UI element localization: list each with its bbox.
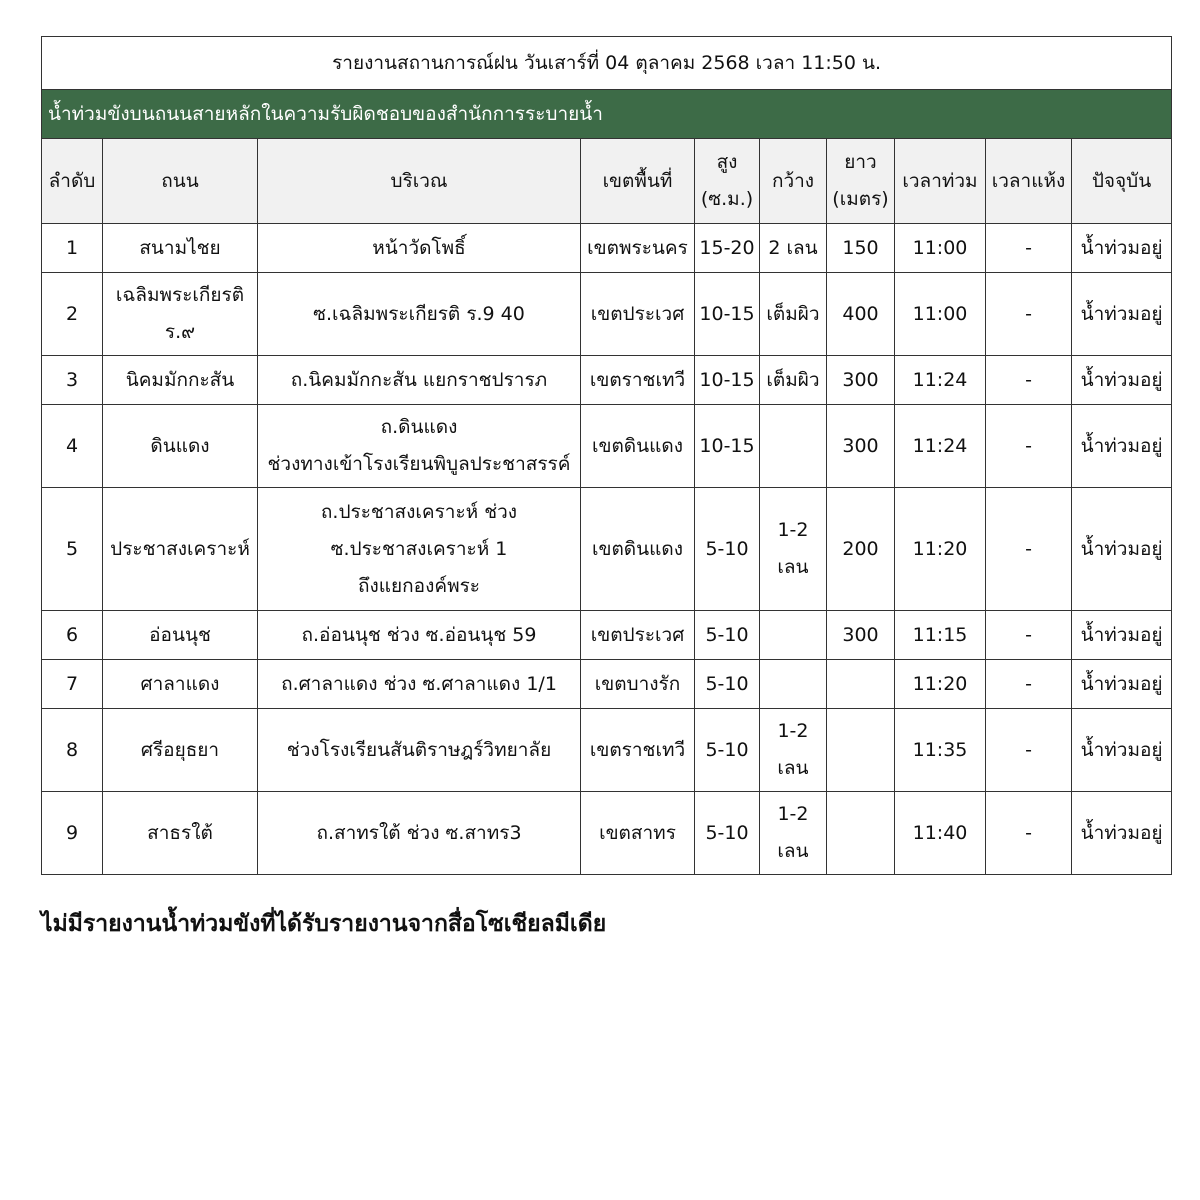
district-cell: เขตสาทร xyxy=(581,792,695,875)
district-cell: เขตดินแดง xyxy=(581,405,695,488)
row-number-cell: 8 xyxy=(42,709,103,792)
height-cell: 5-10 xyxy=(695,660,760,709)
road-cell xyxy=(103,611,258,660)
dry-time-cell: - xyxy=(986,611,1072,660)
area-cell xyxy=(258,224,581,273)
height-cell: 10-15 xyxy=(695,405,760,488)
area-cell xyxy=(258,611,581,660)
dry-time-cell: - xyxy=(986,709,1072,792)
width-cell xyxy=(760,611,827,660)
area-cell xyxy=(258,792,581,875)
length-cell: 400 xyxy=(827,273,895,356)
height-cell: 5-10 xyxy=(695,792,760,875)
area-cell-line: ซ.เฉลิมพระเกียรติ ร.9 40 xyxy=(313,302,525,325)
district-cell: เขตราชเทวี xyxy=(581,709,695,792)
status-cell: น้ำท่วมอยู่ xyxy=(1072,224,1172,273)
length-cell: 150 xyxy=(827,224,895,273)
row-number-cell: 6 xyxy=(42,611,103,660)
area-cell-line: ถึงแยกองค์พระ xyxy=(358,574,480,597)
length-cell xyxy=(827,660,895,709)
width-cell xyxy=(760,660,827,709)
width-cell-line: เลน xyxy=(777,556,809,578)
table-header-row xyxy=(42,139,1172,224)
column-header-status: ปัจจุบัน xyxy=(1072,139,1172,224)
road-cell xyxy=(103,709,258,792)
length-cell xyxy=(827,792,895,875)
column-header-district: เขตพื้นที่ xyxy=(581,139,695,224)
flood-time-cell: 11:24 xyxy=(895,405,986,488)
row-number-cell: 4 xyxy=(42,405,103,488)
flood-report-table xyxy=(41,36,1172,875)
height-cell: 5-10 xyxy=(695,488,760,611)
column-header-dry-time: เวลาแห้ง xyxy=(986,139,1072,224)
column-header-length-label: ยาว xyxy=(844,151,877,173)
social-media-note: ไม่มีรายงานน้ำท่วมขังที่ได้รับรายงานจากสื่อโซเชียลมีเดีย xyxy=(41,911,607,937)
status-cell: น้ำท่วมอยู่ xyxy=(1072,405,1172,488)
dry-time-cell: - xyxy=(986,488,1072,611)
flood-time-cell: 11:00 xyxy=(895,224,986,273)
table-row xyxy=(42,224,1172,273)
flood-time-cell: 11:20 xyxy=(895,660,986,709)
area-cell-line: ช่วงโรงเรียนสันติราษฎร์วิทยาลัย xyxy=(286,738,552,761)
height-cell: 5-10 xyxy=(695,611,760,660)
road-cell-line: เฉลิมพระเกียรติ xyxy=(115,284,245,306)
table-row xyxy=(42,792,1172,875)
area-cell xyxy=(258,273,581,356)
road-cell-line: นิคมมักกะสัน xyxy=(125,368,235,391)
column-header-road: ถนน xyxy=(103,139,258,224)
width-cell xyxy=(760,405,827,488)
width-cell-line: เลน xyxy=(777,757,809,779)
flood-time-cell: 11:20 xyxy=(895,488,986,611)
report-rows xyxy=(42,224,1172,875)
road-cell-line: ร.๙ xyxy=(164,321,196,343)
column-header-height-unit: (ซ.ม.) xyxy=(700,188,754,210)
section-title: น้ำท่วมขังบนถนนสายหลักในความรับผิดชอบของสำนักการระบายน้ำ xyxy=(42,90,1172,139)
width-cell xyxy=(760,356,827,405)
road-cell-line: ศาลาแดง xyxy=(140,672,220,695)
column-header-flood-time: เวลาท่วม xyxy=(895,139,986,224)
column-header-length-unit: (เมตร) xyxy=(832,188,889,210)
area-cell-line: ซ.ประชาสงเคราะห์ 1 xyxy=(330,537,508,560)
table-row xyxy=(42,488,1172,611)
height-cell: 5-10 xyxy=(695,709,760,792)
height-cell: 10-15 xyxy=(695,273,760,356)
flood-time-cell: 11:00 xyxy=(895,273,986,356)
district-cell: เขตพระนคร xyxy=(581,224,695,273)
road-cell xyxy=(103,488,258,611)
area-cell xyxy=(258,356,581,405)
area-cell-line: ถ.ดินแดง xyxy=(380,416,458,438)
height-cell: 10-15 xyxy=(695,356,760,405)
road-cell xyxy=(103,273,258,356)
flood-time-cell: 11:35 xyxy=(895,709,986,792)
road-cell xyxy=(103,356,258,405)
dry-time-cell: - xyxy=(986,660,1072,709)
road-cell xyxy=(103,405,258,488)
width-cell xyxy=(760,488,827,611)
rain-report xyxy=(41,36,1171,875)
table-row xyxy=(42,273,1172,356)
dry-time-cell: - xyxy=(986,405,1072,488)
width-cell-line: 1-2 xyxy=(777,803,809,825)
status-cell: น้ำท่วมอยู่ xyxy=(1072,792,1172,875)
road-cell-line: สาธรใต้ xyxy=(147,821,213,844)
status-cell: น้ำท่วมอยู่ xyxy=(1072,709,1172,792)
column-header-height xyxy=(695,139,760,224)
area-cell xyxy=(258,488,581,611)
flood-time-cell: 11:15 xyxy=(895,611,986,660)
column-header-no: ลำดับ xyxy=(42,139,103,224)
table-row xyxy=(42,356,1172,405)
row-number-cell: 1 xyxy=(42,224,103,273)
row-number-cell: 9 xyxy=(42,792,103,875)
area-cell-line: ถ.นิคมมักกะสัน แยกราชปรารภ xyxy=(290,368,548,391)
row-number-cell: 5 xyxy=(42,488,103,611)
area-cell xyxy=(258,405,581,488)
height-cell: 15-20 xyxy=(695,224,760,273)
row-number-cell: 3 xyxy=(42,356,103,405)
length-cell: 300 xyxy=(827,611,895,660)
flood-time-cell: 11:40 xyxy=(895,792,986,875)
road-cell xyxy=(103,792,258,875)
status-cell: น้ำท่วมอยู่ xyxy=(1072,611,1172,660)
table-row xyxy=(42,660,1172,709)
road-cell-line: ศรีอยุธยา xyxy=(140,738,220,761)
width-cell xyxy=(760,709,827,792)
district-cell: เขตดินแดง xyxy=(581,488,695,611)
width-cell-line: 2 เลน xyxy=(768,236,818,259)
status-cell: น้ำท่วมอยู่ xyxy=(1072,273,1172,356)
status-cell: น้ำท่วมอยู่ xyxy=(1072,660,1172,709)
dry-time-cell: - xyxy=(986,224,1072,273)
district-cell: เขตประเวศ xyxy=(581,273,695,356)
report-title-row xyxy=(42,37,1172,90)
road-cell-line: สนามไชย xyxy=(139,236,221,259)
width-cell xyxy=(760,224,827,273)
length-cell: 300 xyxy=(827,405,895,488)
report-title: รายงานสถานการณ์ฝน วันเสาร์ที่ 04 ตุลาคม 2568 เวลา 11:50 น. xyxy=(42,37,1172,90)
dry-time-cell: - xyxy=(986,792,1072,875)
column-header-length xyxy=(827,139,895,224)
area-cell-line: ถ.ประชาสงเคราะห์ ช่วง xyxy=(320,500,518,523)
length-cell xyxy=(827,709,895,792)
column-header-area: บริเวณ xyxy=(258,139,581,224)
road-cell-line: ประชาสงเคราะห์ xyxy=(110,537,250,560)
area-cell-line: ถ.สาทรใต้ ช่วง ซ.สาทร3 xyxy=(316,821,522,844)
column-header-height-label: สูง xyxy=(716,151,738,173)
length-cell: 300 xyxy=(827,356,895,405)
area-cell xyxy=(258,660,581,709)
width-cell xyxy=(760,273,827,356)
width-cell xyxy=(760,792,827,875)
flood-time-cell: 11:24 xyxy=(895,356,986,405)
width-cell-line: เต็มผิว xyxy=(766,302,820,325)
table-row xyxy=(42,709,1172,792)
area-cell-line: หน้าวัดโพธิ์ xyxy=(372,236,466,259)
area-cell-line: ช่วงทางเข้าโรงเรียนพิบูลประชาสรรค์ xyxy=(267,453,571,475)
length-cell: 200 xyxy=(827,488,895,611)
width-cell-line: เต็มผิว xyxy=(766,368,820,391)
width-cell-line: 1-2 xyxy=(777,720,809,742)
road-cell-line: ดินแดง xyxy=(150,434,210,457)
status-cell: น้ำท่วมอยู่ xyxy=(1072,488,1172,611)
table-row xyxy=(42,611,1172,660)
section-title-row xyxy=(42,90,1172,139)
width-cell-line: เลน xyxy=(777,840,809,862)
area-cell-line: ถ.ศาลาแดง ช่วง ซ.ศาลาแดง 1/1 xyxy=(281,672,557,695)
width-cell-line: 1-2 xyxy=(777,519,809,541)
dry-time-cell: - xyxy=(986,356,1072,405)
column-header-width: กว้าง xyxy=(760,139,827,224)
dry-time-cell: - xyxy=(986,273,1072,356)
district-cell: เขตบางรัก xyxy=(581,660,695,709)
area-cell-line: ถ.อ่อนนุช ช่วง ซ.อ่อนนุช 59 xyxy=(301,623,537,646)
district-cell: เขตประเวศ xyxy=(581,611,695,660)
area-cell xyxy=(258,709,581,792)
row-number-cell: 2 xyxy=(42,273,103,356)
district-cell: เขตราชเทวี xyxy=(581,356,695,405)
row-number-cell: 7 xyxy=(42,660,103,709)
table-row xyxy=(42,405,1172,488)
status-cell: น้ำท่วมอยู่ xyxy=(1072,356,1172,405)
road-cell-line: อ่อนนุช xyxy=(149,623,211,646)
road-cell xyxy=(103,660,258,709)
road-cell xyxy=(103,224,258,273)
